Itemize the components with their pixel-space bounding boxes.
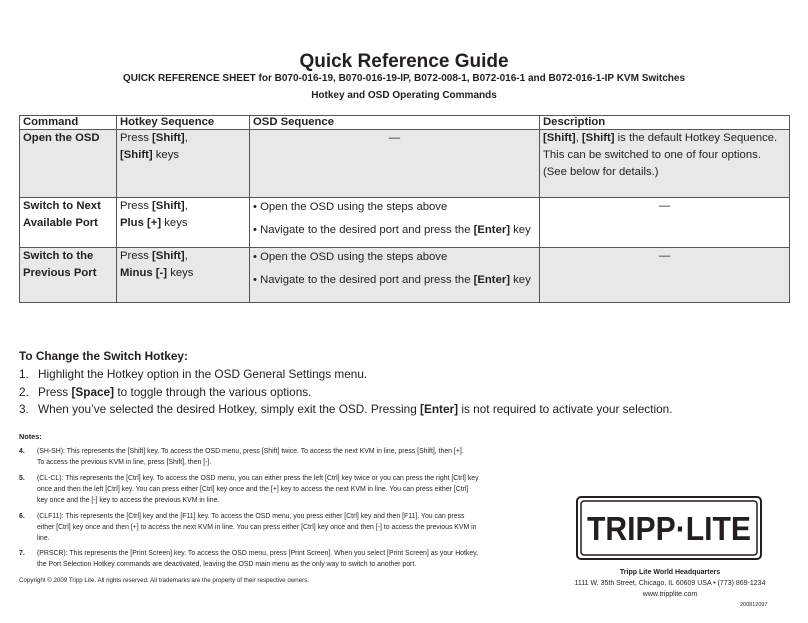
hotkey-text: keys xyxy=(152,149,179,161)
section-subtitle: Hotkey and OSD Operating Commands xyxy=(311,90,497,101)
copyright-text: Copyright © 2009 Tripp Lite. All rights reserved. All trademarks are the property of their respective owners. xyxy=(19,577,310,584)
hotkey-key: [Shift] xyxy=(152,250,185,262)
hotkey-text: keys xyxy=(161,217,188,229)
description-cell xyxy=(540,198,790,248)
step-number: 2. xyxy=(19,384,29,399)
command-label: Previous Port xyxy=(23,267,97,279)
description-dash: — xyxy=(658,200,671,212)
osd-step: • Navigate to the desired port and press the [Enter] key xyxy=(253,224,531,236)
osd-step-text: key xyxy=(510,224,531,236)
hotkey-key: [Shift] xyxy=(152,132,185,144)
osd-step-text: Navigate to the desired port and press the xyxy=(260,224,474,236)
table-row xyxy=(20,198,790,248)
osd-step: • Navigate to the desired port and press the [Enter] key xyxy=(253,274,531,286)
step-text: Highlight the Hotkey option in the OSD General Settings menu. xyxy=(38,367,368,381)
hotkey-key: [Shift] xyxy=(120,149,153,161)
hotkey-cell xyxy=(117,198,250,248)
osd-dash: — xyxy=(388,132,401,144)
column-header: Command xyxy=(20,116,117,130)
note-item xyxy=(19,511,519,544)
note-line: once and then the left [Ctrl] key. You can press either [Ctrl] key once and the [+] key to access the next KVM in line. You can press either [Ctrl] xyxy=(37,486,469,493)
step-text: When you’ve selected the desired Hotkey, simply exit the OSD. Pressing xyxy=(38,402,421,416)
description-key: [Shift] xyxy=(581,132,615,144)
description-dash: — xyxy=(658,250,671,262)
note-line: the Port Selection Hotkey commands are deactivated, leaving the OSD main menu as the only way to switch to another port. xyxy=(37,561,417,568)
hotkey-key: Plus [+] xyxy=(120,217,162,229)
osd-step-text: Navigate to the desired port and press the xyxy=(260,274,474,286)
table-row xyxy=(20,248,790,303)
hotkey-text: keys xyxy=(167,267,194,279)
command-label: Switch to the xyxy=(23,250,94,262)
note-line: To access the previous KVM in line, press [Shift], then [-]. xyxy=(37,459,212,466)
osd-step-text: Open the OSD using the steps above xyxy=(260,251,448,263)
change-hotkey-steps xyxy=(19,366,673,419)
list-item xyxy=(19,401,673,419)
document-number: 200812097 xyxy=(740,602,768,608)
command-label: Switch to Next xyxy=(23,200,101,212)
table-row xyxy=(20,130,790,198)
step-key: [Space] xyxy=(71,384,115,399)
osd-cell xyxy=(250,248,540,303)
step-text: Press xyxy=(38,384,72,399)
headquarters-block xyxy=(560,567,780,600)
hotkey-key: [Shift] xyxy=(152,200,185,212)
hotkey-text: Press xyxy=(120,250,153,262)
note-line: (SH-SH): This represents the [Shift] key. To access the OSD menu, press [Shift] twice. To access the next KVM in line, press [Shift], then [+]. xyxy=(37,448,464,455)
command-cell xyxy=(20,198,117,248)
command-cell xyxy=(20,130,117,198)
osd-step: • Open the OSD using the steps above xyxy=(253,251,448,263)
osd-step-text: Open the OSD using the steps above xyxy=(260,201,448,213)
website-link[interactable]: www.tripplite.com xyxy=(642,591,698,598)
column-header: OSD Sequence xyxy=(250,116,540,130)
hotkey-text: , xyxy=(184,132,188,144)
description-cell xyxy=(540,130,790,198)
note-item xyxy=(19,548,519,570)
step-key: [Enter] xyxy=(420,402,459,416)
note-number: 4. xyxy=(19,448,25,455)
page-title: Quick Reference Guide xyxy=(299,51,509,72)
description-text: is the default Hotkey Sequence. This can be switched to one of four options. (See below for details.) xyxy=(543,132,778,178)
osd-step: • Open the OSD using the steps above xyxy=(253,201,448,213)
osd-step-key: [Enter] xyxy=(473,224,511,236)
note-line: line. xyxy=(37,535,50,542)
hq-name: Tripp Lite World Headquarters xyxy=(619,569,721,576)
list-item xyxy=(19,366,673,384)
note-item xyxy=(19,446,519,468)
change-hotkey-heading: To Change the Switch Hotkey: xyxy=(19,349,188,363)
step-text: is not required to activate your selection. xyxy=(458,402,673,416)
description-text: , xyxy=(575,132,582,144)
page-subtitle: QUICK REFERENCE SHEET for B070-016-19, B070-016-19-IP, B072-008-1, B072-016-1 and B072-016-1-IP KVM Switches xyxy=(122,73,686,84)
column-header: Description xyxy=(540,116,790,130)
hotkey-command-table xyxy=(19,115,790,303)
command-cell xyxy=(20,248,117,303)
osd-step-key: [Enter] xyxy=(473,274,511,286)
step-text: to toggle through the various options. xyxy=(114,384,312,399)
hotkey-text: , xyxy=(184,200,188,212)
command-label: Open the OSD xyxy=(23,132,100,144)
table-header-row xyxy=(20,116,790,130)
command-label: Available Port xyxy=(23,217,98,229)
note-line: either [Ctrl] key once and then [+] to access the next KVM in line. You can press either [Ctrl] key once and then [-] to access the previous KVM in xyxy=(37,524,477,531)
logo-text: TRIPP·LITE xyxy=(587,510,751,547)
hotkey-cell xyxy=(117,248,250,303)
hotkey-text: , xyxy=(184,250,188,262)
step-number: 1. xyxy=(19,367,29,381)
hotkey-text: Press xyxy=(120,132,153,144)
note-number: 5. xyxy=(19,475,25,482)
description-key: [Shift] xyxy=(543,132,576,144)
column-header: Hotkey Sequence xyxy=(117,116,250,130)
note-item xyxy=(19,473,519,506)
step-number: 3. xyxy=(19,402,29,416)
note-line: (PRSCR): This represents the [Print Screen] key. To access the OSD menu, press [Print Screen]. When you select [Print Screen] as your Hotkey, xyxy=(37,550,479,557)
note-number: 6. xyxy=(19,513,25,520)
list-item xyxy=(19,384,673,402)
osd-cell xyxy=(250,198,540,248)
hotkey-cell xyxy=(117,130,250,198)
tripp-lite-logo xyxy=(576,496,762,560)
osd-cell xyxy=(250,130,540,198)
hotkey-key: Minus [-] xyxy=(120,267,168,279)
note-number: 7. xyxy=(19,550,25,557)
description-cell xyxy=(540,248,790,303)
notes-heading: Notes: xyxy=(19,432,42,441)
note-line: key once and the [-] key to access the previous KVM in line. xyxy=(37,497,220,504)
note-line: (CL-CL): This represents the [Ctrl] key. To access the OSD menu, you can either press the left [Ctrl] key twice or you can press the right [Ctrl] key xyxy=(37,475,479,482)
osd-step-text: key xyxy=(510,274,531,286)
hotkey-text: Press xyxy=(120,200,153,212)
hq-address: 1111 W. 35th Street, Chicago, IL 60609 USA • (773) 869-1234 xyxy=(574,580,766,587)
note-line: (CLF11): This represents the [Ctrl] key and the [F11] key. To access the OSD menu, you press either [Ctrl] key and then [F11]. You can press xyxy=(37,513,465,520)
